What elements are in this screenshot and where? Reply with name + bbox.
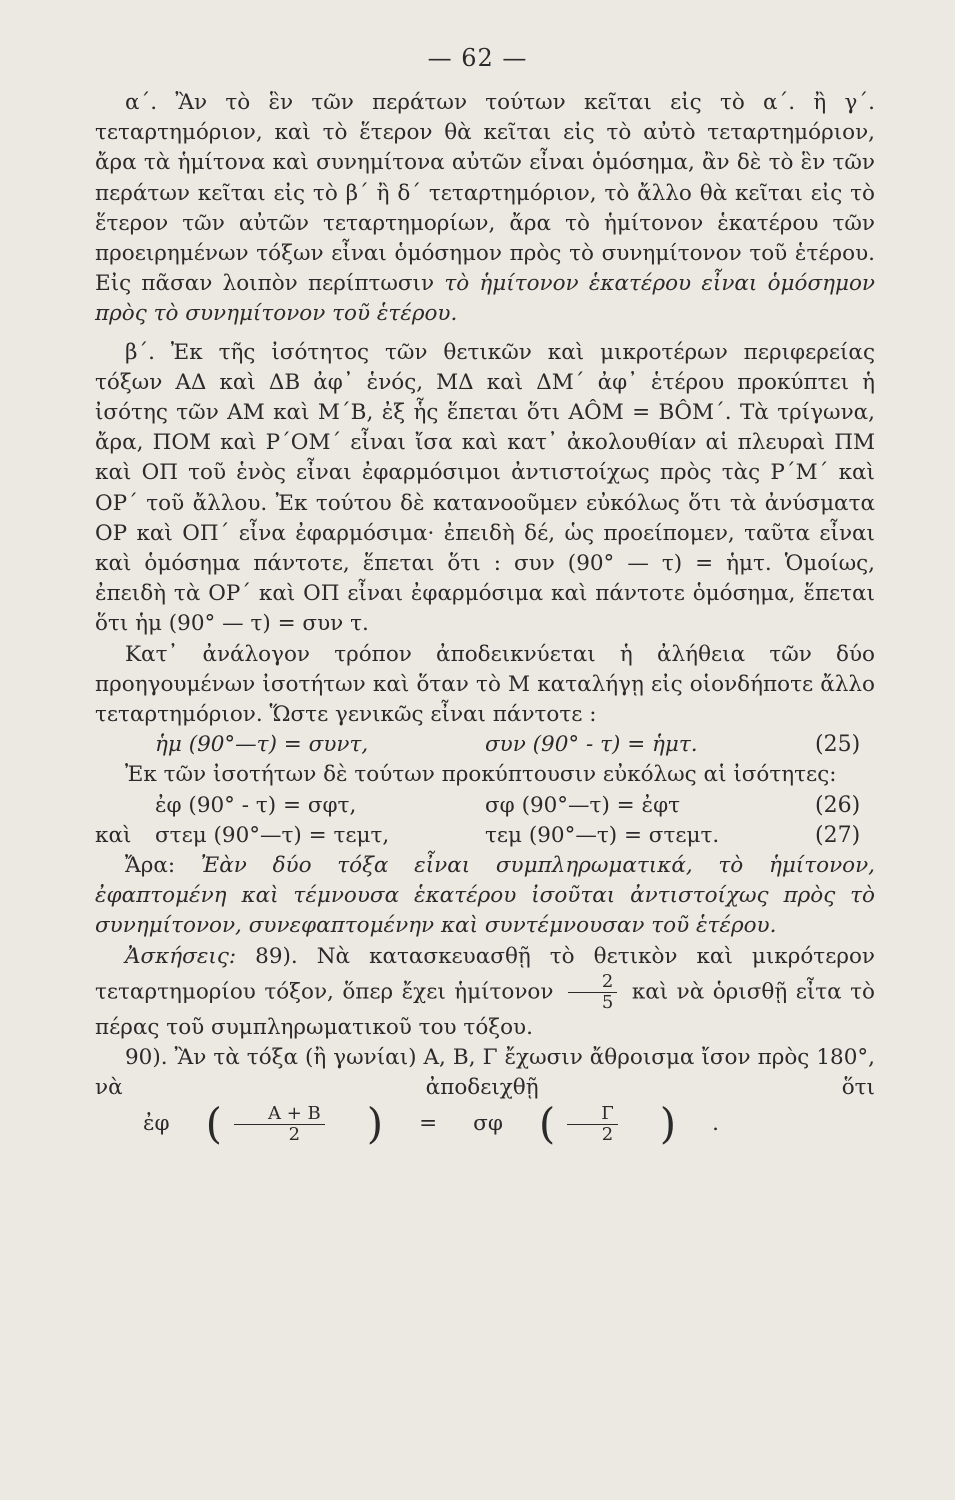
formula-equals: = (419, 1110, 438, 1136)
formula-end: . (712, 1110, 720, 1136)
lhs-numerator: Α + Β (234, 1104, 325, 1125)
page-body (95, 88, 875, 1148)
paragraph-consequence: Ἐκ τῶν ἰσοτήτων δὲ τούτων προκύπτουσιν εὐκόλως αἱ ἰσότητες: (125, 762, 837, 788)
formula-lhs-fraction (234, 1104, 325, 1145)
page-number: — 62 — (427, 44, 528, 72)
formula-27-prefix: καὶ (95, 822, 132, 848)
formula-25-right: συν (90° - τ) = ἡμτ. (485, 732, 698, 758)
exercise-89 (95, 942, 875, 1043)
formula-27-number: (27) (815, 822, 861, 848)
formula-27-right: τεμ (90°—τ) = στεμτ. (485, 822, 720, 848)
exercise-90 (95, 1043, 875, 1148)
formula-26-left: ἐφ (90° - τ) = σφτ, (155, 792, 357, 818)
exercise-89-text-b: καὶ νὰ ὁρισθῇ εἶτα τὸ πέρας τοῦ συμπληρωματικοῦ του τόξου. (95, 979, 875, 1040)
paragraph-general: Κατ᾽ ἀνάλογον τρόπον ἀποδεικνύεται ἡ ἀλήθεια τῶν δύο προηγουμένων ἰσοτήτων καὶ ὅταν τὸ Μ καταλήγῃ εἰς οἱονδήποτε ἄλλο τεταρτημόριον. Ὥστε γενικῶς εἶναι πάντοτε : (95, 641, 875, 728)
formula-25 (95, 730, 875, 760)
fraction-two-fifths (568, 972, 617, 1013)
exercise-89-text-a: 89). Νὰ κατασκευασθῇ τὸ θετικὸν καὶ μικρότερον τεταρτημορίου τόξον, ὅπερ ἔχει ἡμίτονον (95, 943, 875, 1005)
rhs-numerator: Γ (567, 1104, 618, 1125)
paragraph-alpha-conclusion: τὸ ἡμίτονον ἑκατέρου εἶναι ὁμόσημον πρὸς τὸ συνημίτονον τοῦ ἑτέρου. (95, 271, 875, 327)
paragraph-alpha-text: α΄. Ἂν τὸ ἓν τῶν περάτων τούτων κεῖται εἰς τὸ α΄. ἢ γ΄. τεταρτημόριον, καὶ τὸ ἕτερον θὰ κεῖται εἰς τὸ αὐτὸ τεταρτημόριον, ἄρα τὰ ἡμίτονα καὶ συνημίτονα αὐτῶν εἶναι ὁμόσημα, ἂν δὲ τὸ ἓν τῶν περάτων κεῖται εἰς τὸ β΄ ἢ δ΄ τεταρτημόριον, τὸ ἄλλο θὰ κεῖται εἰς τὸ ἕτερον τῶν αὐτῶν τεταρτημορίων, ἄρα τὸ ἡμίτονον ἑκατέρου τῶν προειρημένων τόξων εἶναι ὁμόσημον πρὸς τὸ συνημίτονον τοῦ ἑτέρου. Εἰς πᾶσαν λοιπὸν περίπτωσιν (95, 90, 875, 297)
formula-27 (95, 821, 875, 851)
formula-25-left: ἡμ (90°—τ) = συντ, (155, 732, 369, 758)
rhs-denominator: 2 (601, 1123, 614, 1145)
formula-26 (95, 791, 875, 821)
fraction-denominator: 5 (601, 991, 614, 1013)
therefore-statement: Ἐὰν δύο τόξα εἶναι συμπληρωματικά, τὸ ἡμίτονον, ἐφαπτομένη καὶ τέμνουσα ἑκατέρου ἰσοῦται ἀντιστοίχως πρὸς τὸ συνημίτονον, συνεφαπτομένην καὶ συντέμνουσαν τοῦ ἑτέρου. (95, 853, 875, 939)
lhs-denominator: 2 (288, 1123, 301, 1145)
formula-25-number: (25) (815, 732, 861, 758)
formula-rhs-fraction (567, 1104, 618, 1145)
formula-26-number: (26) (815, 792, 861, 818)
formula-26-right: σφ (90°—τ) = ἐφτ (485, 792, 681, 818)
paragraph-alpha (95, 88, 875, 330)
exercise-90-text: 90). Ἂν τὰ τόξα (ἢ γωνίαι) Α, Β, Γ ἔχωσιν ἄθροισμα ἴσον πρὸς 180°, νὰ ἀποδειχθῇ ὅτι (95, 1045, 875, 1101)
paragraph-beta: β΄. Ἐκ τῆς ἰσότητος τῶν θετικῶν καὶ μικροτέρων περιφερείας τόξων ΑΔ καὶ ΔΒ ἀφ᾽ ἑνός, ΜΔ καὶ ΔΜ΄ ἀφ᾽ ἑτέρου προκύπτει ἡ ἰσότης τῶν ΑΜ καὶ Μ΄Β, ἐξ ἧς ἕπεται ὅτι ΑÔΜ = ΒÔΜ΄. Τὰ τρίγωνα, ἄρα, ΠΟΜ καὶ Ρ΄ΟΜ΄ εἶναι ἴσα καὶ κατ᾽ ἀκολουθίαν αἱ πλευραὶ ΠΜ καὶ ΟΠ τοῦ ἑνὸς εἶναι ἐφαρμόσιμοι ἀντιστοίχως πρὸς τὰς Ρ΄Μ΄ καὶ ΟΡ΄ τοῦ ἄλλου. Ἐκ τούτου δὲ κατανοοῦμεν εὐκόλως ὅτι τὰ ἀνύσματα ΟΡ καὶ ΟΠ΄ εἶνα ἐφαρμόσιμα· ἐπειδὴ δέ, ὡς προείπομεν, ταῦτα εἶναι καὶ ὁμόσημα πάντοτε, ἕπεται ὅτι : συν (90° — τ) = ἡμτ. Ὁμοίως, ἐπειδὴ τὰ ΟΡ΄ καὶ ΟΠ εἶναι ἐφαρμόσιμα καὶ πάντοτε ὁμόσημα, ἕπεται ὅτι ἡμ (90° — τ) = συν τ. (95, 339, 875, 637)
formula-27-left: στεμ (90°—τ) = τεμτ, (155, 822, 390, 848)
paragraph-therefore (95, 851, 875, 942)
formula-rhs-fn: σφ (473, 1110, 503, 1136)
therefore-lead: Ἄρα: (125, 853, 176, 879)
exercises-heading: Ἀσκήσεις: (125, 943, 237, 969)
fraction-numerator: 2 (568, 972, 617, 993)
formula-lhs-fn: ἐφ (143, 1110, 170, 1136)
exercise-90-formula: ἐφ ( $\frac{A + B}{2}$ ) = σφ ( $\frac{\Gamma}{2}$ ) . (113, 1104, 719, 1145)
